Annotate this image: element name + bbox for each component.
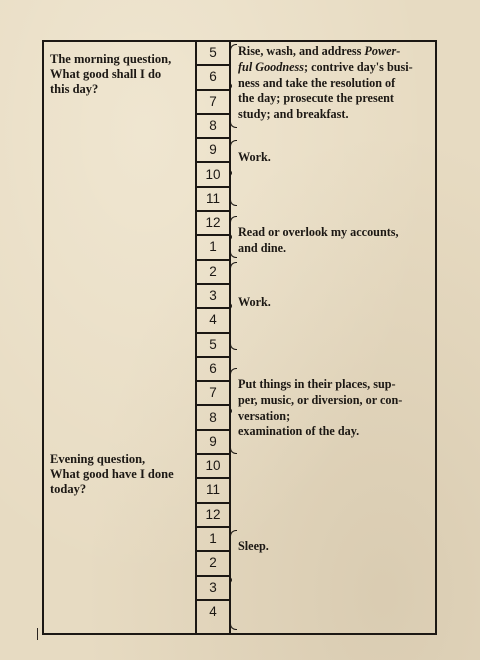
hour-cell: 9 [197,139,229,163]
hour-cell: 11 [197,188,229,212]
hour-cell: 2 [197,261,229,285]
activity-work-morning: Work. [238,150,271,164]
hour-cell: 10 [197,455,229,479]
evening-question: Evening question, What good have I done today? [50,452,174,496]
hour-cell: 12 [197,212,229,236]
hour-cell: 11 [197,479,229,503]
hour-cell: 6 [197,66,229,90]
hour-cell: 3 [197,577,229,601]
brace-work-morning [230,140,237,206]
hour-cell: 6 [197,358,229,382]
hour-cell: 9 [197,431,229,455]
hour-cell: 10 [197,164,229,188]
hour-cell: 3 [197,285,229,309]
brace-work-afternoon [230,262,237,350]
hour-cell: 5 [197,334,229,358]
hour-cell: 1 [197,236,229,260]
hour-cell: 12 [197,504,229,528]
hour-cell: 5 [197,42,229,66]
page-edge-mark [37,628,38,640]
brace-read [230,216,237,258]
activity-sleep: Sleep. [238,539,269,553]
hour-cell: 8 [197,115,229,139]
activity-rise: Rise, wash, and address Power- ful Goodness; contrive day's busi- ness and take the resolution of the day; prosecute the present study; and breakfast. [238,44,413,122]
morning-question: The morning question, What good shall I do this day? [50,52,172,96]
hour-cell: 2 [197,552,229,576]
brace-evening [230,368,237,454]
activity-evening: Put things in their places, sup- per, music, or diversion, or con- versation; examination of the day. [238,377,403,439]
hour-cell: 4 [197,309,229,333]
hour-cell: 7 [197,382,229,406]
activity-read-dine: Read or overlook my accounts, and dine. [238,225,399,255]
activity-work-afternoon: Work. [238,295,271,309]
brace-rise [230,44,237,128]
hour-cell: 7 [197,91,229,115]
brace-sleep [230,530,237,630]
hour-cell: 8 [197,407,229,431]
hour-cell: 4 [209,603,217,619]
hour-cell: 1 [197,528,229,552]
